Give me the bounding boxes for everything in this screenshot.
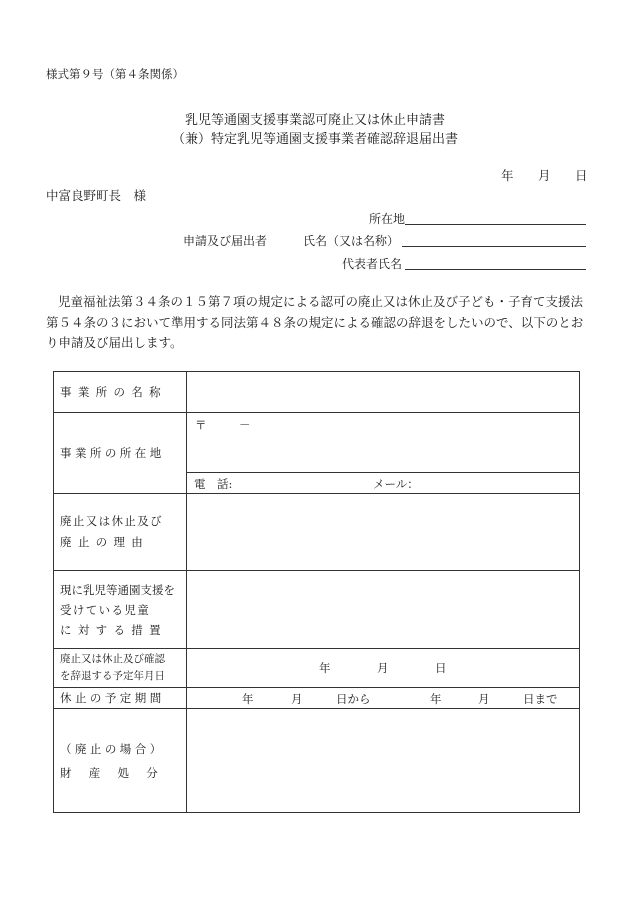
- document-subtitle: （兼）特定乳児等通園支援事業者確認辞退届出書: [171, 132, 458, 147]
- measures-label-line3: に対する措置: [60, 622, 167, 637]
- applicant-role-label: 申請及び届出者: [183, 234, 268, 248]
- measures-label-line1: 現に乳児等通園支援を: [60, 582, 175, 597]
- suspension-period-label: 休止の予定期間: [60, 691, 165, 705]
- facility-name-label-cell: [54, 372, 187, 413]
- scheduled-month-label: 月: [377, 661, 389, 675]
- scheduled-day-label: 日: [435, 661, 447, 675]
- addressee: 中富良野町長 様: [46, 188, 147, 203]
- application-form-table: [53, 371, 580, 813]
- email-label: メール：: [373, 477, 419, 491]
- facility-name-input[interactable]: [187, 372, 580, 413]
- period-to-day-label: 日まで: [523, 692, 558, 706]
- phone-label: 電 話:: [194, 477, 233, 491]
- postal-dash: －: [239, 418, 251, 432]
- period-from-day-label: 日から: [336, 692, 371, 706]
- period-to-month-label: 月: [478, 692, 490, 706]
- address-label: 所在地: [369, 212, 406, 226]
- date-year-label: 年: [501, 168, 514, 183]
- postal-mark: 〒: [195, 418, 207, 432]
- property-label-line2: 財産処分: [60, 765, 175, 780]
- scheduled-date-label-line1: 廃止又は休止及び確認: [60, 653, 165, 665]
- reason-input[interactable]: [187, 494, 580, 571]
- reason-label-cell: [54, 494, 187, 571]
- date-month-label: 月: [538, 168, 551, 183]
- reason-label-line2: 廃止の理由: [60, 535, 150, 549]
- period-from-month-label: 月: [291, 692, 303, 706]
- measures-input[interactable]: [187, 571, 580, 649]
- reason-label-line1: 廃止又は休止及び: [60, 514, 164, 528]
- document-title: 乳児等通園支援事業認可廃止又は休止申請書: [184, 113, 445, 128]
- scheduled-date-input[interactable]: [187, 649, 580, 688]
- name-label: 氏名（又は名称）: [303, 234, 400, 248]
- measures-label-line2: 受けている児童: [60, 602, 151, 617]
- declaration-text: 児童福祉法第３４条の１５第７項の規定による認可の廃止又は休止及び子ども・子育て支援法第５４条の３において準用する同法第４８条の規定による確認の辞退をしたいので、以下のとおり申請及び届出します。: [46, 294, 584, 350]
- representative-label: 代表者氏名: [342, 257, 403, 271]
- representative-input-line[interactable]: [405, 255, 586, 270]
- address-input-line[interactable]: [405, 210, 586, 225]
- suspension-period-label-cell: [54, 688, 187, 709]
- contact-input-cell[interactable]: [187, 473, 580, 494]
- facility-address-label: 事業所の所在地: [60, 446, 165, 460]
- property-label-cell: [54, 709, 187, 813]
- scheduled-year-label: 年: [319, 661, 331, 675]
- name-input-line[interactable]: [402, 232, 586, 247]
- facility-address-label-cell: [54, 413, 187, 494]
- period-to-year-label: 年: [430, 692, 442, 706]
- scheduled-date-label-cell: [54, 649, 187, 688]
- property-disposal-input[interactable]: [187, 709, 580, 813]
- measures-label-cell: [54, 571, 187, 649]
- suspension-period-input[interactable]: [187, 688, 580, 709]
- date-day-label: 日: [575, 168, 588, 183]
- scheduled-date-label-line2: を辞退する予定年月日: [60, 670, 165, 682]
- period-from-year-label: 年: [242, 692, 254, 706]
- property-label-line1: （廃止の場合）: [60, 741, 165, 756]
- facility-address-input[interactable]: [187, 413, 580, 473]
- facility-name-label: 事業所の名称: [60, 385, 167, 399]
- form-number: 様式第９号（第４条関係）: [46, 67, 184, 81]
